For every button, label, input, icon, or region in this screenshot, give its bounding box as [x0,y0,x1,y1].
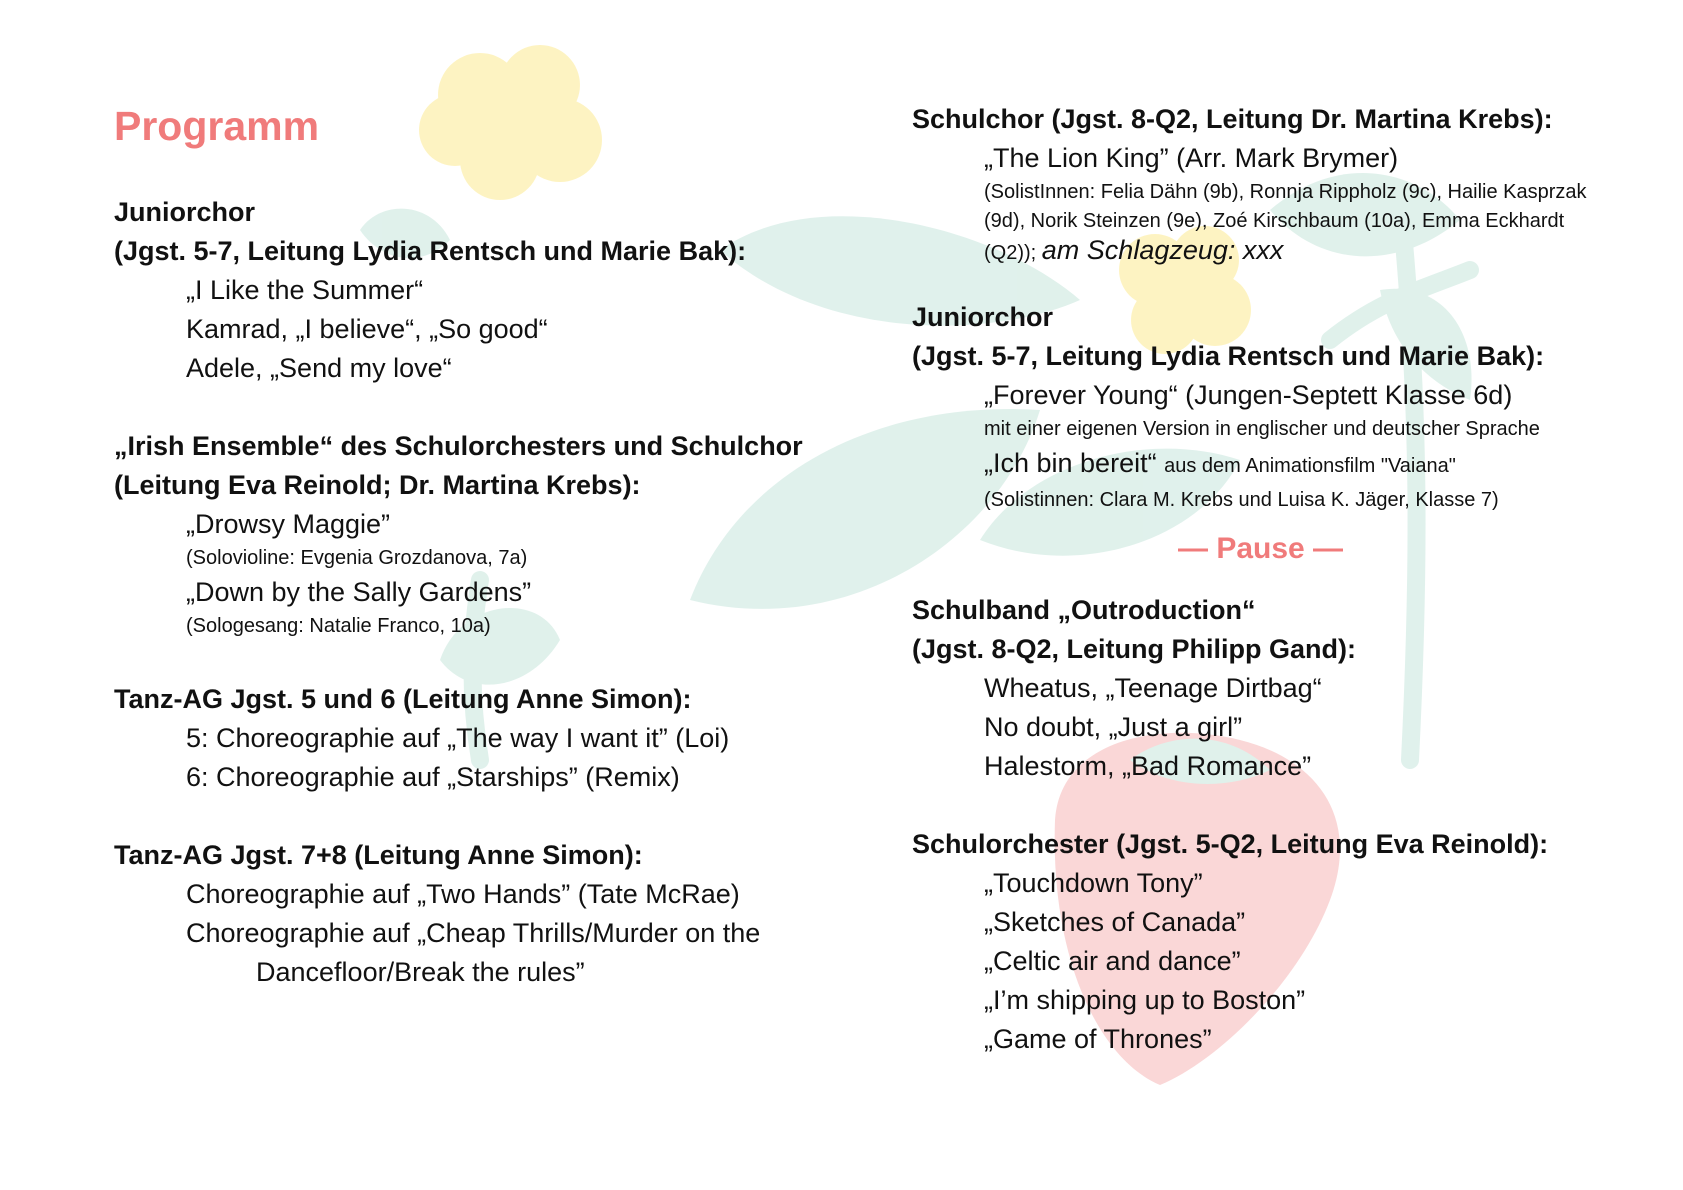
program-item: „Sketches of Canada” [984,907,1246,937]
section-juniorchor-2 [912,298,1652,515]
section-heading: Tanz-AG Jgst. 7+8 (Leitung Anne Simon): [114,840,643,870]
program-item: „Touchdown Tony” [984,868,1203,898]
program-item: „Down by the Sally Gardens” [186,577,532,607]
program-item: Halestorm, „Bad Romance” [984,751,1312,781]
section-heading: Schulorchester (Jgst. 5-Q2, Leitung Eva Reinold): [912,829,1549,859]
pause-label: — Pause — [1178,532,1344,565]
section-schulchor [912,100,1652,268]
section-schulorchester [912,825,1652,1059]
left-column [114,100,834,992]
program-item: „I’m shipping up to Boston” [984,985,1306,1015]
program-item-source: aus dem Animationsfilm "Vaiana" [1164,455,1456,477]
soloist-note: (Solovioline: Evgenia Grozdanova, 7a) [186,547,528,569]
section-subheading: (Jgst. 5-7, Leitung Lydia Rentsch und Marie Bak): [114,236,747,266]
program-item: 5: Choreographie auf „The way I want it” (Loi) [186,723,730,753]
soloist-note: (SolistInnen: Felia Dähn (9b), Ronnja Rippholz (9c), Hailie Kasprzak [984,181,1587,203]
program-item: No doubt, „Just a girl” [984,712,1243,742]
program-item: „The Lion King” (Arr. Mark Brymer) [984,143,1399,173]
program-item: Wheatus, „Teenage Dirtbag“ [984,673,1322,703]
section-heading: Tanz-AG Jgst. 5 und 6 (Leitung Anne Simon): [114,684,692,714]
program-item: Choreographie auf „Cheap Thrills/Murder on the [186,918,761,948]
page-title: Programm [114,103,320,149]
section-juniorchor [114,193,834,388]
soloist-note: (Sologesang: Natalie Franco, 10a) [186,615,491,637]
section-tanz-ag-5-6 [114,680,834,797]
soloist-note-end: (Q2)); [984,242,1037,264]
program-item: „I Like the Summer“ [186,275,424,305]
program-item: „Forever Young“ (Jungen-Septett Klasse 6d) [984,380,1513,410]
program-item: „Celtic air and dance” [984,946,1241,976]
soloist-note: (9d), Norik Steinzen (9e), Zoé Kirschbaum (10a), Emma Eckhardt [984,210,1565,232]
section-schulband [912,591,1652,786]
program-item: Adele, „Send my love“ [186,353,452,383]
section-heading: Juniorchor [912,302,1054,332]
program-item-title: „Ich bin bereit“ [984,448,1157,478]
program-item: „Game of Thrones” [984,1024,1212,1054]
section-heading: Schulband „Outroduction“ [912,595,1256,625]
section-subheading: (Jgst. 8-Q2, Leitung Philipp Gand): [912,634,1356,664]
section-irish-ensemble [114,427,834,641]
program-item: Choreographie auf „Two Hands” (Tate McRae) [186,879,740,909]
soloist-note: (Solistinnen: Clara M. Krebs und Luisa K. Jäger, Klasse 7) [984,489,1499,511]
section-subheading: (Leitung Eva Reinold; Dr. Martina Krebs): [114,470,641,500]
section-heading: Schulchor (Jgst. 8-Q2, Leitung Dr. Martina Krebs): [912,104,1553,134]
section-subheading: (Jgst. 5-7, Leitung Lydia Rentsch und Marie Bak): [912,341,1545,371]
section-tanz-ag-7-8 [114,836,834,992]
section-heading: „Irish Ensemble“ des Schulorchesters und Schulchor [114,431,803,461]
program-item: Kamrad, „I believe“, „So good“ [186,314,548,344]
program-item [912,444,1652,486]
program-item-continuation: Dancefloor/Break the rules” [256,957,585,987]
program-item: 6: Choreographie auf „Starships” (Remix) [186,762,680,792]
section-heading: Juniorchor [114,197,256,227]
program-item: „Drowsy Maggie” [186,509,391,539]
drums-note: am Schlagzeug: xxx [1041,235,1284,265]
soloist-note [912,236,1652,268]
right-column [912,100,1652,1059]
program-note: mit einer eigenen Version in englischer und deutscher Sprache [984,418,1540,440]
